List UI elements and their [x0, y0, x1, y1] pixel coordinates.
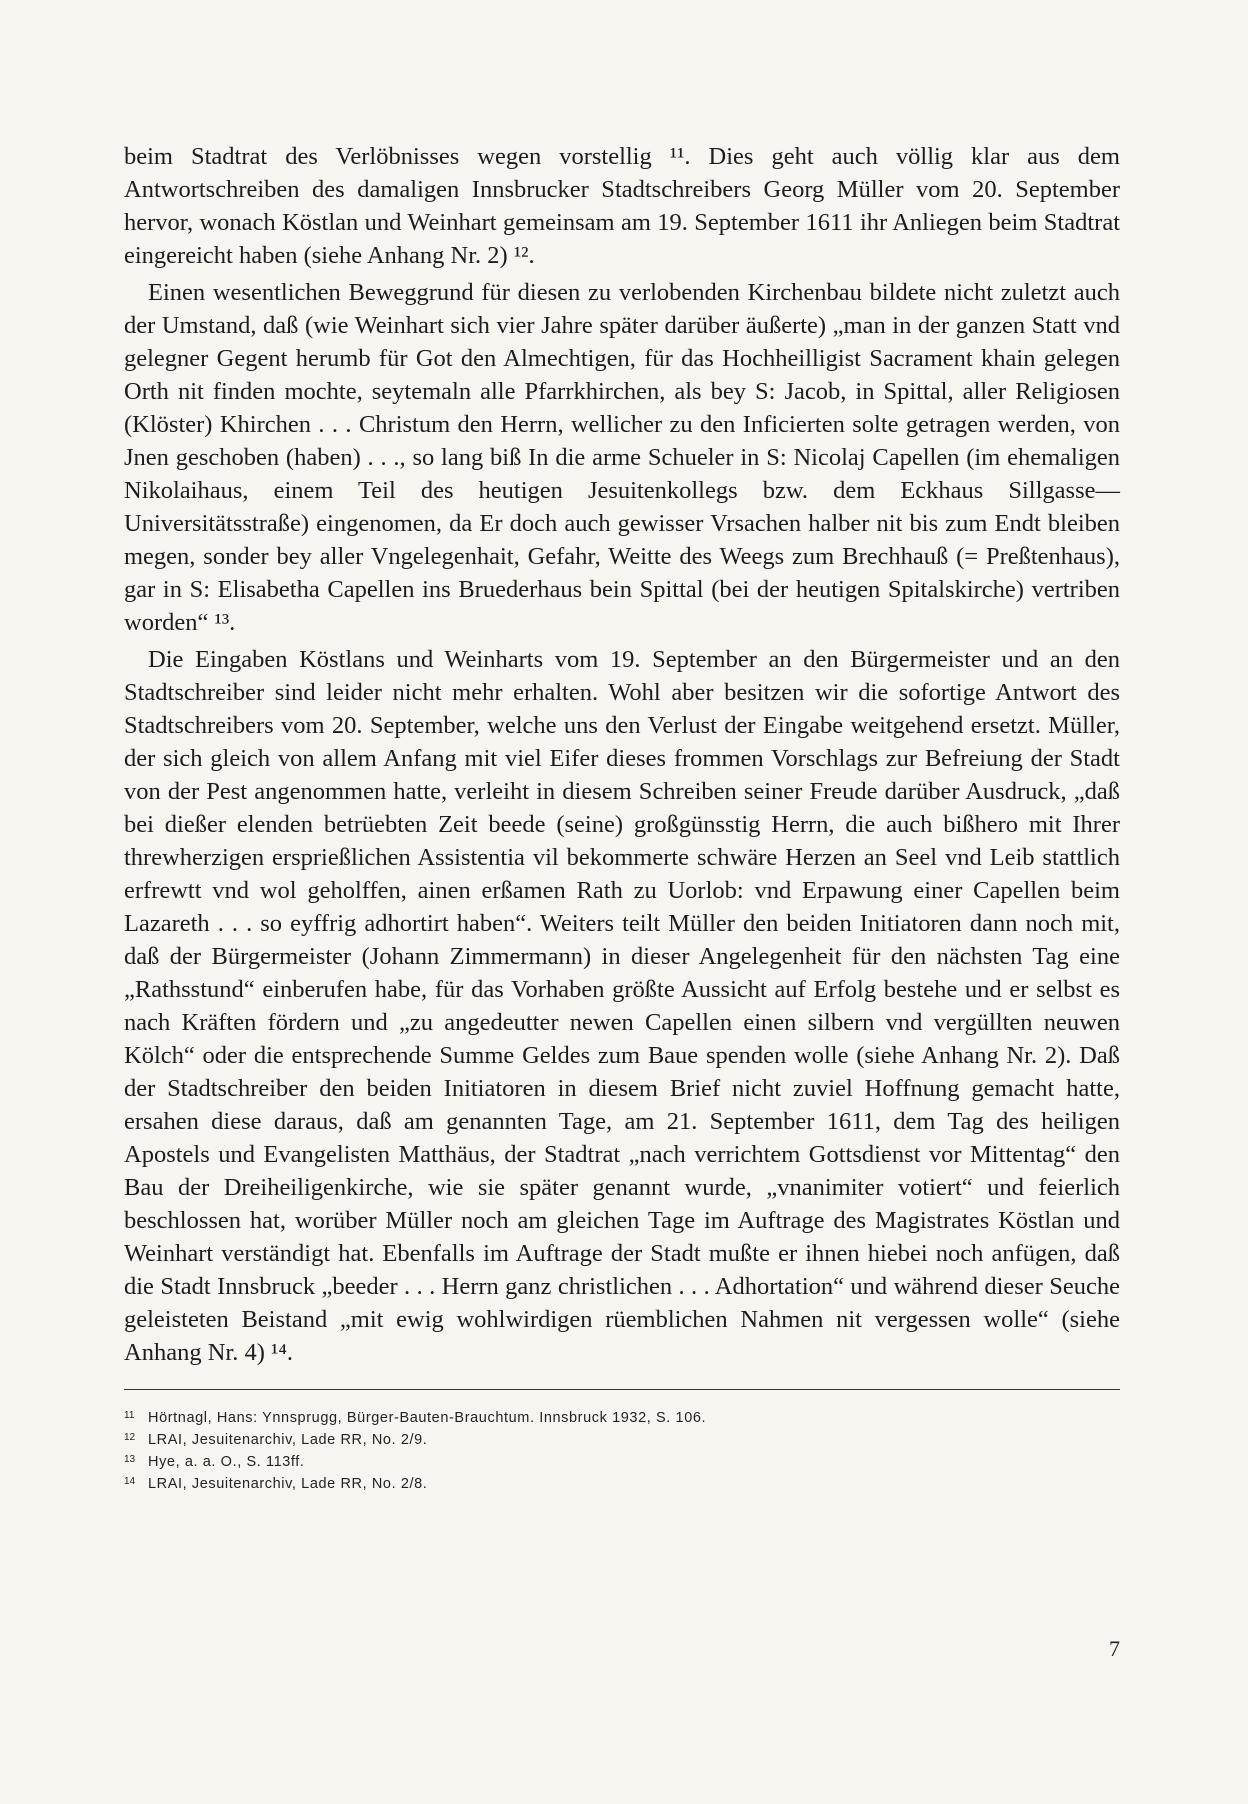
footnote-text: Hörtnagl, Hans: Ynnsprugg, Bürger-Bauten-Brauchtum. Innsbruck 1932, S. 106. — [148, 1410, 707, 1426]
page-number: 7 — [1109, 1636, 1120, 1661]
paragraph-2: Einen wesentlichen Beweggrund für diesen zu verlobenden Kirchenbau bildete nicht zuletzt auch der Umstand, daß (wie Weinhart sich vier Jahre später darüber äußerte) „man in der ganzen Statt vnd gelegner Gegent herumb für Got den Almechtigen, für das Hochheilligist Sacrament khain gelegen Orth nit finden mochte, seytemaln alle Pfarrkhirchen, als bey S: Jacob, in Spittal, aller Religiosen (Klöster) Khirchen . . . Christum den Herrn, wellicher zu den Inficierten solte getragen werden, von Jnen geschoben (haben) . . ., so lang biß In die arme Schueler in S: Nicolaj Capellen (im ehemaligen Nikolaihaus, einem Teil des heutigen Jesuitenkollegs bzw. dem Eckhaus Sillgasse—Universitätsstraße) eingenomen, da Er doch auch gewisser Vrsachen halber nit bis zum Endt bleiben megen, sonder bey aller Vngelegenhait, Gefahr, Weitte des Weegs zum Brechhauß (= Preßtenhaus), gar in S: Elisabetha Capellen ins Bruederhaus bein Spittal (bei der heutigen Spitalskirche) vertriben worden“ ¹³. — [124, 279, 1120, 636]
footnote-number: 11 — [124, 1410, 135, 1421]
footnote-text: Hye, a. a. O., S. 113ff. — [148, 1454, 305, 1470]
paragraph-3: Die Eingaben Köstlans und Weinharts vom 19. September an den Bürgermeister und an den Stadtschreiber sind leider nicht mehr erhalten. Wohl aber besitzen wir die sofortige Antwort des Stadtschreibers vom 20. September, welche uns den Verlust der Eingabe weitgehend ersetzt. Müller, der sich gleich von allem Anfang mit viel Eifer dieses frommen Vorschlags zur Befreiung der Stadt von der Pest angenommen hatte, verleiht in diesem Schreiben seiner Freude darüber Ausdruck, „daß bei dießer elenden betrüebten Zeit beede (seine) großgünsstig Herrn, die auch bißhero mit Ihrer threwherzigen ersprießlichen Assistentia vil bekommerte schwäre Herzen an Seel vnd Leib stattlich erfrewtt vnd wol geholffen, ainen erßamen Rath zu Uorlob: vnd Erpawung einer Capellen beim Lazareth . . . so eyffrig adhortirt haben“. Weiters teilt Müller den beiden Initiatoren dann noch mit, daß der Bürgermeister (Johann Zimmermann) in dieser Angelegenheit für den nächsten Tag eine „Rathsstund“ einberufen habe, für das Vorhaben größte Aussicht auf Erfolg bestehe und er selbst es nach Kräften fördern und „zu angedeutter newen Capellen einen silbern vnd vergüllten neuwen Kölch“ oder die entsprechende Summe Geldes zum Baue spenden wolle (siehe Anhang Nr. 2). Daß der Stadtschreiber den beiden Initiatoren in diesem Brief nicht zuviel Hoffnung gemacht hatte, ersahen diese daraus, daß am genannten Tage, am 21. September 1611, dem Tag des heiligen Apostels und Evangelisten Matthäus, der Stadtrat „nach verrichtem Gottsdienst vor Mittentag“ den Bau der Dreiheiligenkirche, wie sie später genannt wurde, „vnanimiter votiert“ und feierlich beschlossen hat, worüber Müller noch am gleichen Tage im Auftrage des Magistrates Köstlan und Weinhart verständigt hat. Ebenfalls im Auftrage der Stadt mußte er ihnen hiebei noch anfügen, daß die Stadt Innsbruck „beeder . . . Herrn ganz christlichen . . . Adhortation“ und während dieser Seuche geleisteten Beistand „mit ewig wohlwirdigen rüemblichen Nahmen nit vergessen wolle“ (siehe Anhang Nr. 4) ¹⁴. — [124, 646, 1120, 1366]
footnote-number: 12 — [124, 1432, 136, 1443]
footnotes — [124, 1406, 1120, 1494]
footnote-number: 14 — [124, 1476, 136, 1487]
footnote-text: LRAI, Jesuitenarchiv, Lade RR, No. 2/8. — [148, 1476, 428, 1492]
footnote-12 — [124, 1428, 1120, 1450]
footnote-divider — [124, 1389, 1120, 1390]
document-page — [124, 140, 1120, 1494]
footnote-13 — [124, 1450, 1120, 1472]
footnote-14 — [124, 1472, 1120, 1494]
footnote-text: LRAI, Jesuitenarchiv, Lade RR, No. 2/9. — [148, 1432, 428, 1448]
paragraph-1: beim Stadtrat des Verlöbnisses wegen vorstellig ¹¹. Dies geht auch völlig klar aus dem Antwortschreiben des damaligen Innsbrucker Stadtschreibers Georg Müller vom 20. September hervor, wonach Köstlan und Weinhart gemeinsam am 19. September 1611 ihr Anliegen beim Stadtrat eingereicht haben (siehe Anhang Nr. 2) ¹². — [124, 143, 1120, 269]
footnote-number: 13 — [124, 1454, 136, 1465]
footnote-11 — [124, 1406, 1120, 1428]
body-text — [124, 140, 1120, 1369]
